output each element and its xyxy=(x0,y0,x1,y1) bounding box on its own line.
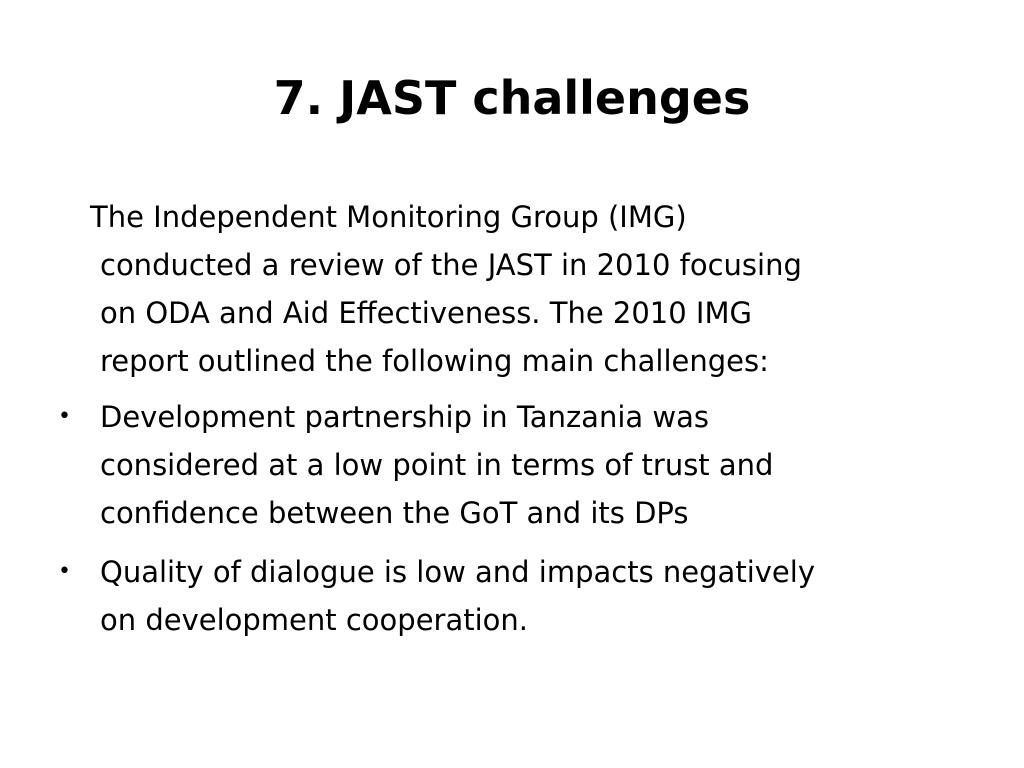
bullet-line: Development partnership in Tanzania was xyxy=(100,400,709,434)
intro-line: report outlined the following main challenges: xyxy=(100,344,769,378)
bullet-line: on development cooperation. xyxy=(100,603,529,637)
bullet-line: considered at a low point in terms of trust and xyxy=(100,448,774,482)
slide-title: 7. JAST challenges xyxy=(273,71,751,125)
bullet-line: Quality of dialogue is low and impacts negatively xyxy=(100,555,815,589)
bullet-line: confidence between the GoT and its DPs xyxy=(100,496,689,530)
intro-line: conducted a review of the JAST in 2010 focusing xyxy=(100,248,802,282)
bullet-marker: • xyxy=(58,404,71,429)
intro-line: The Independent Monitoring Group (IMG) xyxy=(90,200,687,234)
intro-line: on ODA and Aid Effectiveness. The 2010 IMG xyxy=(100,296,752,330)
bullet-marker: • xyxy=(58,559,71,584)
